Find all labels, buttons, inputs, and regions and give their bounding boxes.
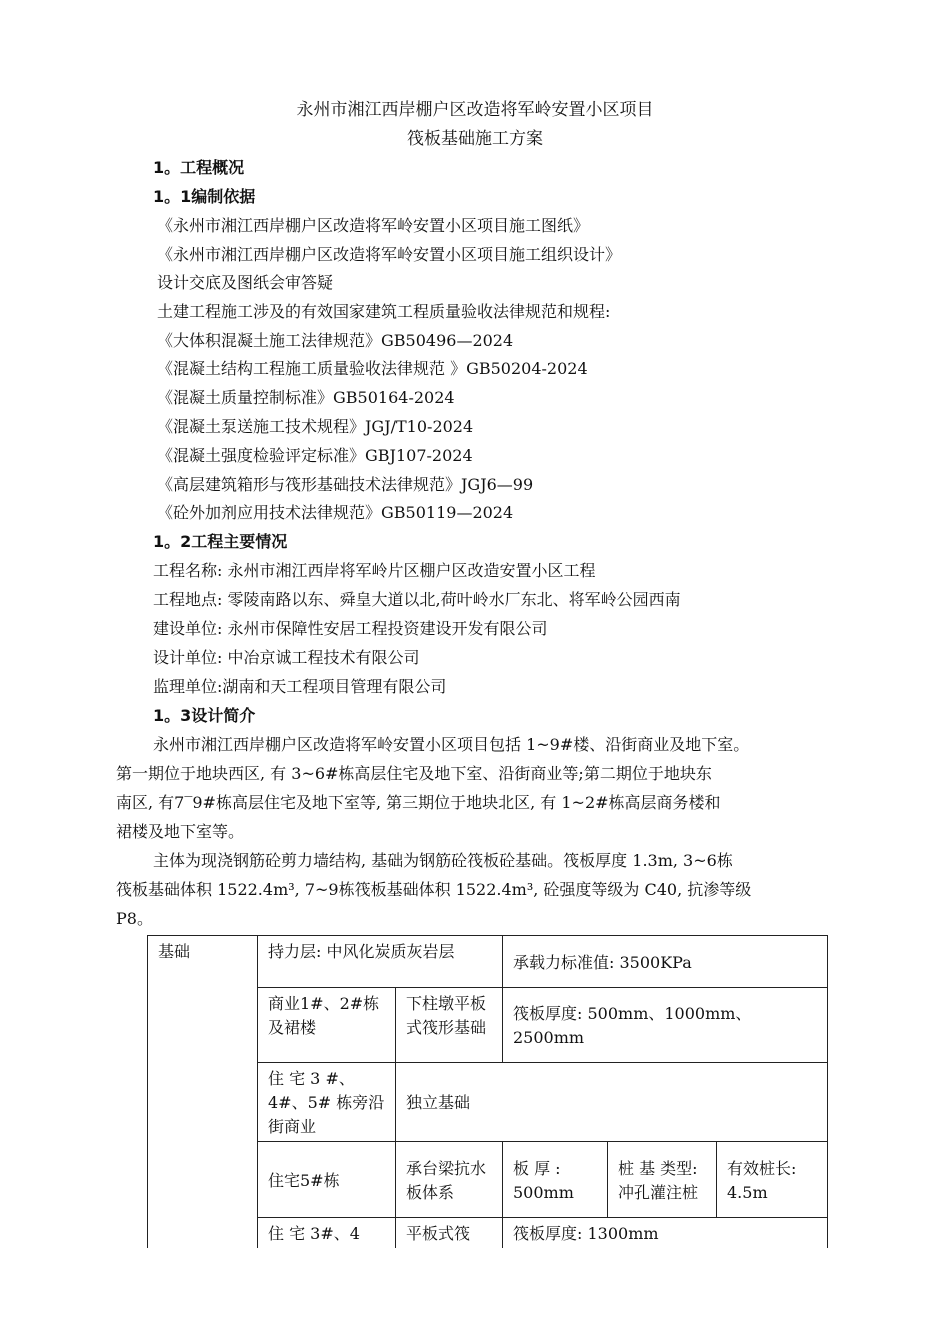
- table-cell-cap-beam-system: 承台梁抗水板体系: [396, 1142, 503, 1218]
- reference-item: 土建工程施工涉及的有效国家建筑工程质量验收法律规范和规程:: [157, 302, 611, 321]
- table-cell-commercial-buildings: 商业1#、2#栋及裙楼: [258, 988, 396, 1063]
- reference-item: 《高层建筑箱形与筏形基础技术法律规范》JGJ6—99: [157, 475, 534, 494]
- table-cell-bearing-capacity: 承载力标准值: 3500KPa: [503, 936, 828, 988]
- reference-item: 《大体积混凝土施工法律规范》GB50496—2024: [157, 331, 514, 350]
- reference-item: 《永州市湘江西岸棚户区改造将军岭安置小区项目施工图纸》: [157, 216, 590, 235]
- table-cell-flat-raft: 平板式筏: [396, 1218, 503, 1249]
- design-para2-line: P8。: [116, 909, 153, 928]
- table-cell-isolated-foundation: 独立基础: [396, 1063, 828, 1142]
- table-cell-pile-type: 桩 基 类型: 冲孔灌注桩: [608, 1142, 717, 1218]
- project-info-item: 建设单位: 永州市保障性安居工程投资建设开发有限公司: [153, 619, 548, 638]
- table-cell-pile-length: 有效桩长: 4.5m: [717, 1142, 828, 1218]
- design-para1-line: 南区, 有7‾9#栋高层住宅及地下室等, 第三期位于地块北区, 有 1~2#栋高层商务楼和: [116, 793, 721, 812]
- design-para2-line: 主体为现浇钢筋砼剪力墙结构, 基础为钢筋砼筏板砼基础。筏板厚度 1.3m, 3~6栋: [153, 851, 733, 870]
- table-cell-foundation-type: 下柱墩平板式筏形基础: [396, 988, 503, 1063]
- reference-item: 《混凝土质量控制标准》GB50164-2024: [157, 388, 455, 407]
- design-para1-line: 永州市湘江西岸棚户区改造将军岭安置小区项目包括 1~9#楼、沿街商业及地下室。: [153, 735, 750, 754]
- reference-item: 《混凝土泵送施工技术规程》JGJ/T10-2024: [157, 417, 474, 436]
- reference-item: 《混凝土结构工程施工质量验收法律规范 》GB50204-2024: [157, 359, 588, 378]
- reference-item: 《砼外加剂应用技术法律规范》GB50119—2024: [157, 503, 514, 522]
- doc-title-line1: 永州市湘江西岸棚户区改造将军岭安置小区项目: [296, 100, 654, 120]
- table-cell-raft-1300: 筏板厚度: 1300mm: [503, 1218, 828, 1249]
- table-cell-street-commercial: 住 宅 3 #、4#、5# 栋旁沿街商业: [258, 1063, 396, 1142]
- section-1-heading: 1。工程概况: [153, 158, 245, 177]
- section-1-1-heading: 1。1编制依据: [153, 187, 256, 206]
- project-info-item: 工程名称: 永州市湘江西岸将军岭片区棚户区改造安置小区工程: [153, 561, 596, 580]
- doc-title-line2: 筏板基础施工方案: [407, 129, 543, 149]
- table-cell-raft-thickness: 筏板厚度: 500mm、1000mm、2500mm: [503, 988, 828, 1063]
- project-info-item: 监理单位:湖南和天工程项目管理有限公司: [153, 677, 447, 696]
- reference-item: 《混凝土强度检验评定标准》GBJ107-2024: [157, 446, 473, 465]
- project-info-item: 工程地点: 零陵南路以东、舜皇大道以北,荷叶岭水厂东北、将军岭公园西南: [153, 590, 681, 609]
- table-cell-slab-thickness: 板 厚 : 500mm: [503, 1142, 608, 1218]
- table-cell-foundation: 基础: [148, 936, 258, 1249]
- design-para2-line: 筏板基础体积 1522.4m³, 7~9栋筏板基础体积 1522.4m³, 砼强度等级为 C40, 抗渗等级: [116, 880, 752, 899]
- project-info-item: 设计单位: 中冶京诚工程技术有限公司: [153, 648, 420, 667]
- design-para1-line: 第一期位于地块西区, 有 3~6#栋高层住宅及地下室、沿街商业等;第二期位于地块东: [116, 764, 712, 783]
- section-1-2-heading: 1。2工程主要情况: [153, 532, 288, 551]
- reference-item: 《永州市湘江西岸棚户区改造将军岭安置小区项目施工组织设计》: [157, 245, 622, 264]
- foundation-table: [147, 935, 828, 1248]
- table-cell-residential-5: 住宅5#栋: [258, 1142, 396, 1218]
- reference-item: 设计交底及图纸会审答疑: [157, 273, 334, 292]
- section-1-3-heading: 1。3设计简介: [153, 706, 256, 725]
- design-para1-line: 裙楼及地下室等。: [116, 822, 245, 841]
- table-cell-bearing-layer: 持力层: 中风化炭质灰岩层: [258, 936, 503, 988]
- table-cell-residential-3-4: 住 宅 3#、4: [258, 1218, 396, 1249]
